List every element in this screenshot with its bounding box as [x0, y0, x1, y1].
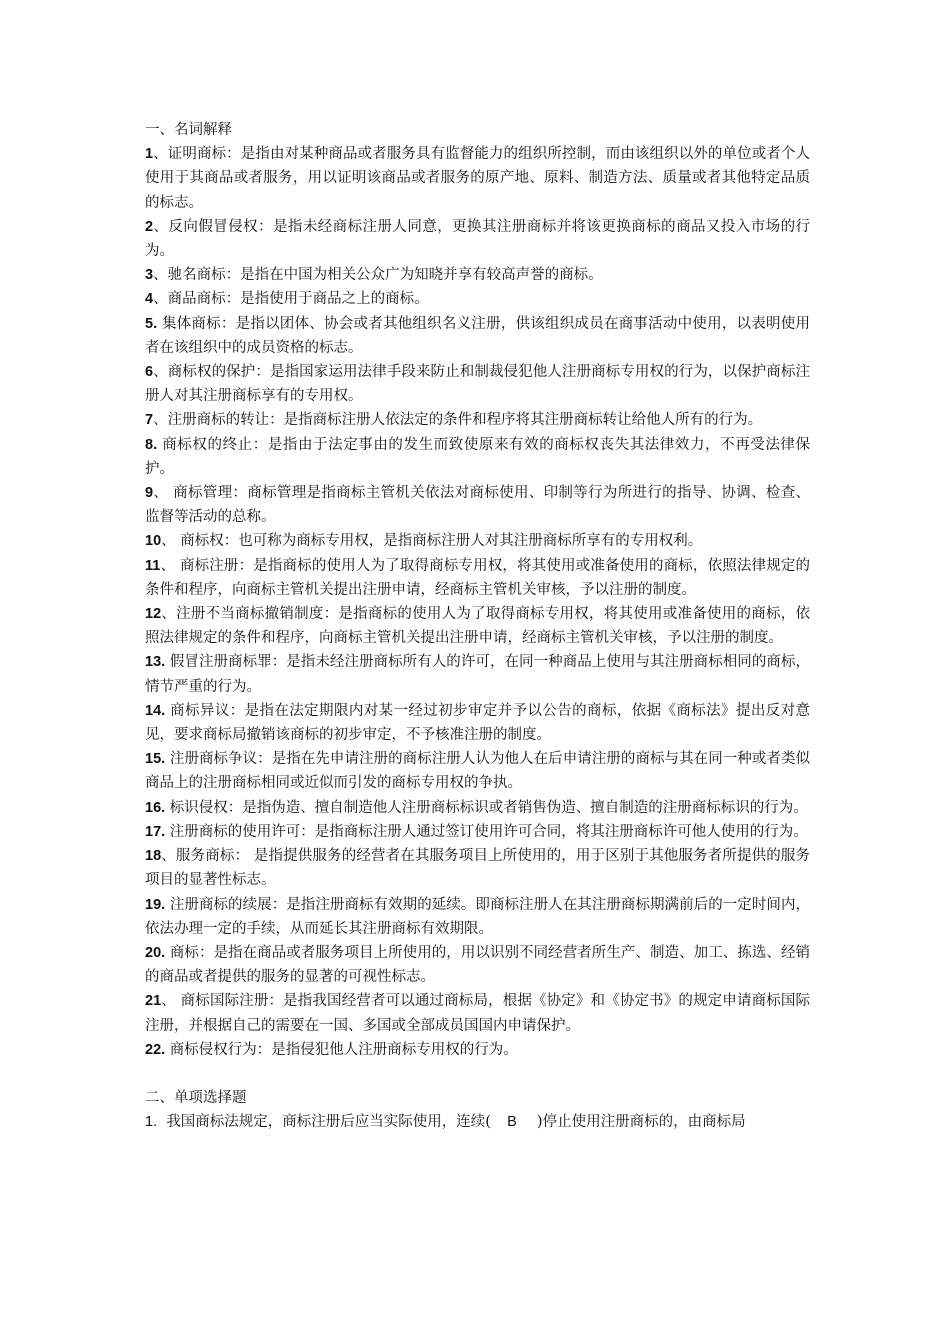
definition-separator: 、 [153, 291, 168, 308]
answer-letter: B [507, 1114, 517, 1131]
definition-number: 22. [145, 1041, 166, 1058]
definition-text: 反向假冒侵权：是指未经商标注册人同意，更换其注册商标并将该更换商标的商品又投入市场的行为。 [145, 218, 811, 260]
definition-number: 17. [145, 823, 166, 840]
definition-item [145, 699, 810, 747]
definition-list [145, 142, 810, 1062]
definition-item [145, 215, 810, 263]
definition-item [145, 360, 810, 408]
question-text-after: )停止使用注册商标的，由商标局 [536, 1114, 746, 1131]
definition-text: 商标国际注册：是指我国经营者可以通过商标局，根据《协定》和《协定书》的规定申请商标国际注册，并根据自己的需要在一国、多国或全部成员国国内申请保护。 [145, 993, 811, 1034]
definition-number: 19. [145, 896, 166, 913]
definition-text: 商标异议：是指在法定期限内对某一经过初步审定并予以公告的商标，依据《商标法》提出反对意见，要求商标局撤销该商标的初步审定，不予核准注册的制度。 [145, 702, 810, 744]
definition-text: 服务商标： 是指提供服务的经营者在其服务项目上所使用的，用于区别于其他服务者所提供的服务项目的显著性标志。 [145, 848, 810, 889]
definition-number: 16. [145, 799, 166, 816]
document-body [145, 118, 810, 1134]
definition-text: 商标权的终止：是指由于法定事由的发生而致使原来有效的商标权丧失其法律效力，不再受法律保护。 [145, 436, 810, 477]
definition-separator: 、 [153, 485, 174, 502]
definition-text: 商标管理：商标管理是指商标主管机关依法对商标使用、印制等行为所进行的指导、协调、检查、监督等活动的总称。 [145, 485, 811, 526]
definition-item [145, 747, 810, 795]
definition-number: 21 [145, 993, 162, 1010]
definition-item [145, 820, 810, 844]
section-spacer [145, 1062, 810, 1086]
question-1 [145, 1110, 810, 1134]
definition-separator: 、 [153, 412, 168, 429]
definition-text: 证明商标：是指由对某种商品或者服务具有监督能力的组织所控制，而由该组织以外的单位或者个人使用于其商品或者服务，用以证明该商品或者服务的原产地、原料、制造方法、质量或者其他特定品质的标志。 [145, 146, 811, 211]
definition-item [145, 312, 810, 360]
definition-separator: 、 [161, 533, 181, 550]
definition-text: 注册商标的转让：是指商标注册人依法定的条件和程序将其注册商标转让给他人所有的行为。 [167, 412, 763, 429]
definition-separator: 、 [160, 557, 180, 574]
definition-item [145, 796, 810, 820]
definition-item [145, 1038, 810, 1062]
definition-text: 商标注册：是指商标的使用人为了取得商标专用权，将其使用或准备使用的商标，依照法律规定的条件和程序，向商标主管机关提出注册申请，经商标主管机关审核，予以注册的制度。 [145, 557, 811, 598]
definition-separator: 、 [153, 267, 168, 284]
definition-item [145, 989, 810, 1037]
definition-text: 商品商标：是指使用于商品之上的商标。 [167, 291, 429, 308]
definition-text: 商标权：也可称为商标专用权，是指商标注册人对其注册商标所享有的专用权利。 [180, 533, 703, 550]
definition-text: 注册商标争议：是指在先申请注册的商标注册人认为他人在后申请注册的商标与其在同一种或者类似商品上的注册商标相同或近似而引发的商标专用权的争执。 [145, 751, 811, 792]
definition-separator: 、 [153, 218, 169, 235]
definition-number: 15. [145, 751, 166, 768]
definition-separator: 、 [153, 146, 168, 163]
definition-number: 4 [145, 291, 154, 308]
definition-item [145, 287, 810, 311]
definition-number: 18 [145, 848, 162, 865]
definition-number: 6 [145, 364, 154, 381]
definition-text: 商标权的保护：是指国家运用法律手段来防止和制裁侵犯他人注册商标专用权的行为，以保护商标注册人对其注册商标享有的专用权。 [145, 364, 811, 405]
definition-number: 20. [145, 944, 166, 961]
definition-text: 集体商标：是指以团体、协会或者其他组织名义注册，供该组织成员在商事活动中使用，以表明使用者在该组织中的成员资格的标志。 [145, 315, 810, 356]
definition-text: 注册不当商标撤销制度：是指商标的使用人为了取得商标专用权，将其使用或准备使用的商标，依照法律规定的条件和程序，向商标主管机关提出注册申请，经商标主管机关审核，予以注册的制度。 [145, 606, 811, 647]
definition-text: 驰名商标：是指在中国为相关公众广为知晓并享有较高声誉的商标。 [167, 267, 603, 284]
definition-number: 11 [145, 557, 161, 574]
definition-item [145, 263, 810, 287]
definition-item [145, 142, 810, 215]
definition-item [145, 408, 810, 432]
definition-number: 7 [145, 412, 154, 429]
definition-text: 商标侵权行为：是指侵犯他人注册商标专用权的行为。 [169, 1041, 518, 1058]
definition-separator: 、 [153, 364, 168, 381]
definition-number: 3 [145, 267, 154, 284]
definition-item [145, 650, 810, 698]
definition-item [145, 554, 810, 602]
definition-number: 1 [145, 146, 154, 163]
question-number: 1. [145, 1114, 158, 1131]
definition-text: 注册商标的续展：是指注册商标有效期的延续。即商标注册人在其注册商标期满前后的一定时间内，依法办理一定的手续，从而延长其注册商标有效期限。 [145, 896, 811, 937]
definition-separator: 、 [161, 606, 177, 623]
definition-text: 标识侵权：是指伪造、擅自制造他人注册商标标识或者销售伪造、擅自制造的注册商标标识的行为。 [169, 799, 808, 816]
question-answer [491, 1114, 537, 1130]
definition-separator: 、 [161, 993, 181, 1010]
definition-number: 5. [145, 315, 158, 332]
section-heading-2: 二、单项选择题 [145, 1089, 247, 1106]
definition-number: 8. [145, 436, 158, 453]
definition-number: 9 [145, 485, 154, 502]
definition-item [145, 433, 810, 481]
definition-number: 13. [145, 654, 166, 671]
section-heading-1: 一、名词解释 [145, 122, 232, 138]
definition-item [145, 941, 810, 989]
definition-item [145, 844, 810, 892]
definition-text: 注册商标的使用许可：是指商标注册人通过签订使用许可合同，将其注册商标许可他人使用的行为。 [169, 823, 808, 840]
definition-item [145, 602, 810, 650]
definition-number: 10 [145, 533, 162, 550]
definition-text: 商标：是指在商品或者服务项目上所使用的，用以识别不同经营者所生产、制造、加工、拣选、经销的商品或者提供的服务的显著的可视性标志。 [145, 944, 811, 986]
question-text-before: 我国商标法规定，商标注册后应当实际使用，连续( [166, 1114, 491, 1131]
definition-item [145, 481, 810, 529]
definition-number: 12 [145, 606, 162, 623]
definition-number: 2 [145, 218, 154, 235]
definition-number: 14. [145, 702, 166, 719]
definition-item [145, 893, 810, 941]
definition-separator: 、 [161, 848, 176, 865]
definition-text: 假冒注册商标罪：是指未经注册商标所有人的许可，在同一种商品上使用与其注册商标相同的商标，情节严重的行为。 [145, 654, 811, 695]
definition-item [145, 529, 810, 553]
